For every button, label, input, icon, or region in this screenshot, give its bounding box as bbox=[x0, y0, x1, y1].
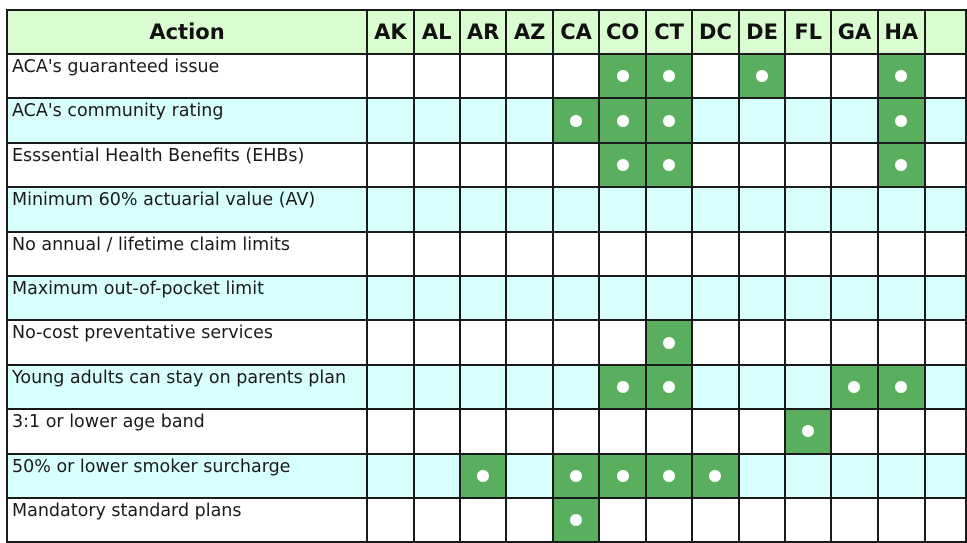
action-label: Young adults can stay on parents plan bbox=[7, 365, 367, 409]
state-cell-al bbox=[414, 143, 460, 187]
adoption-dot-icon bbox=[570, 470, 582, 482]
state-cell-dc bbox=[692, 365, 739, 409]
state-cell-partial bbox=[925, 232, 966, 276]
table-row bbox=[7, 365, 966, 409]
state-cell-al bbox=[414, 454, 460, 498]
action-label: Maximum out-of-pocket limit bbox=[7, 276, 367, 320]
adoption-dot-icon bbox=[802, 425, 814, 437]
state-cell-az bbox=[506, 187, 552, 231]
state-column-header-ha: HA bbox=[878, 10, 925, 54]
state-cell-az bbox=[506, 54, 552, 98]
state-cell-de bbox=[739, 365, 785, 409]
state-cell-dc bbox=[692, 454, 739, 498]
state-cell-co bbox=[599, 454, 646, 498]
adoption-dot-icon bbox=[663, 159, 675, 171]
state-cell-ha bbox=[878, 409, 925, 453]
state-cell-ar bbox=[460, 365, 507, 409]
state-cell-co bbox=[599, 54, 646, 98]
state-cell-dc bbox=[692, 98, 739, 142]
adoption-dot-icon bbox=[895, 381, 907, 393]
state-cell-fl bbox=[785, 365, 831, 409]
state-cell-ha bbox=[878, 98, 925, 142]
state-cell-co bbox=[599, 320, 646, 364]
state-cell-al bbox=[414, 232, 460, 276]
state-cell-az bbox=[506, 454, 552, 498]
adoption-dot-icon bbox=[663, 381, 675, 393]
header-row bbox=[7, 10, 966, 54]
table-row bbox=[7, 232, 966, 276]
state-cell-al bbox=[414, 320, 460, 364]
state-cell-fl bbox=[785, 232, 831, 276]
state-cell-ca bbox=[553, 54, 599, 98]
state-cell-az bbox=[506, 98, 552, 142]
state-cell-ct bbox=[646, 54, 692, 98]
state-cell-ar bbox=[460, 232, 507, 276]
state-cell-ga bbox=[831, 454, 878, 498]
state-cell-ak bbox=[367, 54, 414, 98]
state-cell-ha bbox=[878, 54, 925, 98]
adoption-dot-icon bbox=[617, 115, 629, 127]
state-cell-ha bbox=[878, 232, 925, 276]
state-cell-partial bbox=[925, 187, 966, 231]
state-cell-ar bbox=[460, 409, 507, 453]
state-cell-co bbox=[599, 365, 646, 409]
state-cell-ar bbox=[460, 187, 507, 231]
action-column-header: Action bbox=[7, 10, 367, 54]
table-row bbox=[7, 498, 966, 542]
state-cell-ct bbox=[646, 320, 692, 364]
state-cell-de bbox=[739, 320, 785, 364]
state-cell-ga bbox=[831, 498, 878, 542]
state-cell-al bbox=[414, 276, 460, 320]
state-cell-co bbox=[599, 498, 646, 542]
action-label: Esssential Health Benefits (EHBs) bbox=[7, 143, 367, 187]
state-cell-ca bbox=[553, 276, 599, 320]
adoption-dot-icon bbox=[756, 70, 768, 82]
state-cell-ca bbox=[553, 98, 599, 142]
adoption-dot-icon bbox=[663, 337, 675, 349]
adoption-dot-icon bbox=[617, 70, 629, 82]
state-cell-partial bbox=[925, 320, 966, 364]
state-cell-ga bbox=[831, 320, 878, 364]
state-cell-partial bbox=[925, 276, 966, 320]
state-cell-partial bbox=[925, 54, 966, 98]
state-cell-ha bbox=[878, 454, 925, 498]
adoption-dot-icon bbox=[895, 115, 907, 127]
state-cell-partial bbox=[925, 98, 966, 142]
state-cell-de bbox=[739, 409, 785, 453]
state-cell-fl bbox=[785, 409, 831, 453]
state-cell-co bbox=[599, 98, 646, 142]
state-cell-ar bbox=[460, 54, 507, 98]
state-cell-ak bbox=[367, 187, 414, 231]
state-column-header-ct: CT bbox=[646, 10, 692, 54]
state-cell-ar bbox=[460, 276, 507, 320]
state-cell-dc bbox=[692, 276, 739, 320]
state-cell-partial bbox=[925, 409, 966, 453]
state-cell-al bbox=[414, 365, 460, 409]
state-cell-ar bbox=[460, 454, 507, 498]
table-row bbox=[7, 143, 966, 187]
state-cell-ct bbox=[646, 143, 692, 187]
state-cell-ga bbox=[831, 365, 878, 409]
state-cell-ca bbox=[553, 143, 599, 187]
action-label: ACA's community rating bbox=[7, 98, 367, 142]
state-cell-az bbox=[506, 409, 552, 453]
state-cell-co bbox=[599, 187, 646, 231]
adoption-dot-icon bbox=[617, 159, 629, 171]
state-cell-fl bbox=[785, 54, 831, 98]
state-column-header-al: AL bbox=[414, 10, 460, 54]
state-cell-fl bbox=[785, 320, 831, 364]
state-cell-az bbox=[506, 365, 552, 409]
state-cell-partial bbox=[925, 143, 966, 187]
adoption-dot-icon bbox=[663, 70, 675, 82]
state-cell-de bbox=[739, 232, 785, 276]
action-label: No annual / lifetime claim limits bbox=[7, 232, 367, 276]
table-row bbox=[7, 187, 966, 231]
state-cell-ga bbox=[831, 232, 878, 276]
state-cell-ak bbox=[367, 98, 414, 142]
state-cell-de bbox=[739, 498, 785, 542]
state-cell-ak bbox=[367, 365, 414, 409]
aca-actions-table bbox=[6, 9, 967, 543]
state-cell-al bbox=[414, 187, 460, 231]
action-label: Minimum 60% actuarial value (AV) bbox=[7, 187, 367, 231]
state-cell-al bbox=[414, 409, 460, 453]
state-cell-az bbox=[506, 232, 552, 276]
state-cell-ct bbox=[646, 98, 692, 142]
state-cell-de bbox=[739, 143, 785, 187]
state-cell-fl bbox=[785, 187, 831, 231]
state-cell-ct bbox=[646, 409, 692, 453]
state-column-header-ga: GA bbox=[831, 10, 878, 54]
action-label: No-cost preventative services bbox=[7, 320, 367, 364]
state-cell-ak bbox=[367, 276, 414, 320]
state-cell-al bbox=[414, 98, 460, 142]
state-cell-co bbox=[599, 276, 646, 320]
state-cell-ak bbox=[367, 232, 414, 276]
state-cell-dc bbox=[692, 187, 739, 231]
state-cell-ha bbox=[878, 187, 925, 231]
state-cell-ca bbox=[553, 409, 599, 453]
adoption-dot-icon bbox=[848, 381, 860, 393]
adoption-dot-icon bbox=[477, 470, 489, 482]
state-cell-dc bbox=[692, 232, 739, 276]
table-row bbox=[7, 54, 966, 98]
state-cell-ga bbox=[831, 187, 878, 231]
state-cell-ca bbox=[553, 320, 599, 364]
state-cell-de bbox=[739, 187, 785, 231]
state-cell-ar bbox=[460, 143, 507, 187]
state-cell-ga bbox=[831, 276, 878, 320]
state-cell-ha bbox=[878, 276, 925, 320]
adoption-dot-icon bbox=[709, 470, 721, 482]
state-cell-de bbox=[739, 54, 785, 98]
state-cell-fl bbox=[785, 454, 831, 498]
state-cell-ca bbox=[553, 232, 599, 276]
adoption-dot-icon bbox=[663, 115, 675, 127]
state-cell-dc bbox=[692, 498, 739, 542]
action-label: 3:1 or lower age band bbox=[7, 409, 367, 453]
state-cell-dc bbox=[692, 54, 739, 98]
state-cell-fl bbox=[785, 143, 831, 187]
state-cell-ga bbox=[831, 143, 878, 187]
action-label: 50% or lower smoker surcharge bbox=[7, 454, 367, 498]
state-column-header-dc: DC bbox=[692, 10, 739, 54]
state-cell-ha bbox=[878, 320, 925, 364]
state-cell-ct bbox=[646, 498, 692, 542]
state-column-header-az: AZ bbox=[506, 10, 552, 54]
state-cell-ak bbox=[367, 143, 414, 187]
adoption-dot-icon bbox=[663, 470, 675, 482]
state-cell-co bbox=[599, 409, 646, 453]
state-cell-ct bbox=[646, 276, 692, 320]
state-cell-ct bbox=[646, 232, 692, 276]
adoption-dot-icon bbox=[570, 115, 582, 127]
state-cell-ca bbox=[553, 187, 599, 231]
action-label: ACA's guaranteed issue bbox=[7, 54, 367, 98]
state-cell-co bbox=[599, 232, 646, 276]
state-cell-ga bbox=[831, 409, 878, 453]
adoption-dot-icon bbox=[895, 70, 907, 82]
state-cell-ca bbox=[553, 454, 599, 498]
table-row bbox=[7, 409, 966, 453]
adoption-dot-icon bbox=[617, 470, 629, 482]
state-cell-ca bbox=[553, 365, 599, 409]
state-cell-ha bbox=[878, 365, 925, 409]
state-cell-fl bbox=[785, 498, 831, 542]
table-row bbox=[7, 454, 966, 498]
action-label: Mandatory standard plans bbox=[7, 498, 367, 542]
table-body bbox=[7, 54, 966, 542]
state-cell-fl bbox=[785, 276, 831, 320]
state-column-header-partial bbox=[925, 10, 966, 54]
state-cell-ar bbox=[460, 320, 507, 364]
state-column-header-de: DE bbox=[739, 10, 785, 54]
state-cell-ha bbox=[878, 498, 925, 542]
state-cell-ak bbox=[367, 454, 414, 498]
adoption-dot-icon bbox=[617, 381, 629, 393]
state-cell-partial bbox=[925, 454, 966, 498]
state-cell-ga bbox=[831, 54, 878, 98]
state-cell-az bbox=[506, 320, 552, 364]
table-row bbox=[7, 98, 966, 142]
state-cell-az bbox=[506, 143, 552, 187]
state-cell-ga bbox=[831, 98, 878, 142]
adoption-dot-icon bbox=[895, 159, 907, 171]
state-cell-fl bbox=[785, 98, 831, 142]
state-column-header-ca: CA bbox=[553, 10, 599, 54]
state-column-header-fl: FL bbox=[785, 10, 831, 54]
state-cell-ct bbox=[646, 454, 692, 498]
table-row bbox=[7, 276, 966, 320]
state-cell-co bbox=[599, 143, 646, 187]
state-cell-de bbox=[739, 276, 785, 320]
state-cell-partial bbox=[925, 498, 966, 542]
state-cell-de bbox=[739, 454, 785, 498]
state-cell-ct bbox=[646, 187, 692, 231]
state-column-header-ar: AR bbox=[460, 10, 507, 54]
state-column-header-co: CO bbox=[599, 10, 646, 54]
state-cell-ca bbox=[553, 498, 599, 542]
state-cell-ha bbox=[878, 143, 925, 187]
state-cell-dc bbox=[692, 143, 739, 187]
state-cell-ak bbox=[367, 320, 414, 364]
state-cell-dc bbox=[692, 409, 739, 453]
state-cell-ct bbox=[646, 365, 692, 409]
adoption-dot-icon bbox=[570, 514, 582, 526]
state-cell-ak bbox=[367, 498, 414, 542]
state-column-header-ak: AK bbox=[367, 10, 414, 54]
state-cell-ar bbox=[460, 498, 507, 542]
state-cell-de bbox=[739, 98, 785, 142]
state-cell-partial bbox=[925, 365, 966, 409]
state-cell-az bbox=[506, 498, 552, 542]
state-cell-dc bbox=[692, 320, 739, 364]
state-cell-al bbox=[414, 498, 460, 542]
state-cell-ar bbox=[460, 98, 507, 142]
state-cell-al bbox=[414, 54, 460, 98]
state-cell-ak bbox=[367, 409, 414, 453]
table-row bbox=[7, 320, 966, 364]
state-cell-az bbox=[506, 276, 552, 320]
